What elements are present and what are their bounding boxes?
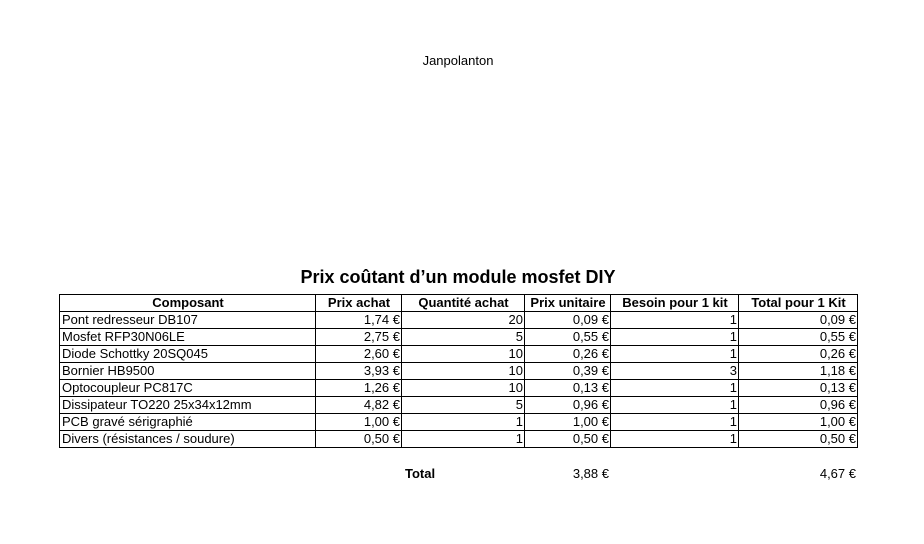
cell-prix-unitaire: 1,00 €	[525, 414, 611, 431]
table-row	[60, 380, 858, 397]
cell-quantite-achat: 10	[402, 363, 525, 380]
cell-prix-unitaire: 0,26 €	[525, 346, 611, 363]
cell-quantite-achat: 10	[402, 346, 525, 363]
cell-composant: PCB gravé sérigraphié	[60, 414, 316, 431]
total-label: Total	[405, 466, 436, 481]
cell-prix-unitaire: 0,55 €	[525, 329, 611, 346]
cell-besoin-kit: 1	[611, 312, 739, 329]
table-row	[60, 414, 858, 431]
cell-prix-achat: 4,82 €	[316, 397, 402, 414]
cell-prix-unitaire: 0,96 €	[525, 397, 611, 414]
cell-total-kit: 0,09 €	[739, 312, 858, 329]
cell-besoin-kit: 1	[611, 414, 739, 431]
table-row	[60, 346, 858, 363]
cell-total-kit: 0,26 €	[739, 346, 858, 363]
cell-composant: Mosfet RFP30N06LE	[60, 329, 316, 346]
cell-prix-achat: 1,26 €	[316, 380, 402, 397]
cell-total-kit: 0,96 €	[739, 397, 858, 414]
cell-prix-achat: 1,74 €	[316, 312, 402, 329]
cell-prix-achat: 3,93 €	[316, 363, 402, 380]
cell-besoin-kit: 1	[611, 329, 739, 346]
cell-besoin-kit: 3	[611, 363, 739, 380]
table-row	[60, 329, 858, 346]
total-unit-price-value: 3,88 €	[572, 466, 609, 481]
column-header-quantite-achat: Quantité achat	[402, 295, 525, 312]
cell-besoin-kit: 1	[611, 380, 739, 397]
table-row	[60, 397, 858, 414]
cell-prix-unitaire: 0,39 €	[525, 363, 611, 380]
cell-composant: Bornier HB9500	[60, 363, 316, 380]
cell-quantite-achat: 5	[402, 329, 525, 346]
cell-quantite-achat: 1	[402, 414, 525, 431]
cell-composant: Dissipateur TO220 25x34x12mm	[60, 397, 316, 414]
cell-total-kit: 0,55 €	[739, 329, 858, 346]
column-header-total-kit: Total pour 1 Kit	[739, 295, 858, 312]
cell-besoin-kit: 1	[611, 346, 739, 363]
cell-composant: Diode Schottky 20SQ045	[60, 346, 316, 363]
cell-prix-achat: 0,50 €	[316, 431, 402, 448]
column-header-composant: Composant	[60, 295, 316, 312]
column-header-besoin-kit: Besoin pour 1 kit	[611, 295, 739, 312]
document-title: Prix coûtant d’un module mosfet DIY	[300, 267, 616, 287]
cell-prix-unitaire: 0,09 €	[525, 312, 611, 329]
table-row	[60, 363, 858, 380]
cell-total-kit: 0,50 €	[739, 431, 858, 448]
cell-total-kit: 1,00 €	[739, 414, 858, 431]
page-header-text: Janpolanton	[422, 53, 494, 68]
column-header-prix-achat: Prix achat	[316, 295, 402, 312]
total-kit-value: 4,67 €	[819, 466, 856, 481]
cell-composant: Divers (résistances / soudure)	[60, 431, 316, 448]
cell-prix-achat: 2,60 €	[316, 346, 402, 363]
cell-besoin-kit: 1	[611, 397, 739, 414]
cell-prix-achat: 1,00 €	[316, 414, 402, 431]
cell-composant: Pont redresseur DB107	[60, 312, 316, 329]
cell-prix-achat: 2,75 €	[316, 329, 402, 346]
cell-composant: Optocoupleur PC817C	[60, 380, 316, 397]
cell-total-kit: 0,13 €	[739, 380, 858, 397]
cell-quantite-achat: 20	[402, 312, 525, 329]
cell-quantite-achat: 10	[402, 380, 525, 397]
table-row	[60, 431, 858, 448]
cell-prix-unitaire: 0,50 €	[525, 431, 611, 448]
column-header-prix-unitaire: Prix unitaire	[525, 295, 611, 312]
cell-quantite-achat: 1	[402, 431, 525, 448]
cell-total-kit: 1,18 €	[739, 363, 858, 380]
cell-quantite-achat: 5	[402, 397, 525, 414]
cell-prix-unitaire: 0,13 €	[525, 380, 611, 397]
table-row	[60, 312, 858, 329]
table-header-row	[60, 295, 858, 312]
cell-besoin-kit: 1	[611, 431, 739, 448]
cost-table	[59, 294, 858, 448]
